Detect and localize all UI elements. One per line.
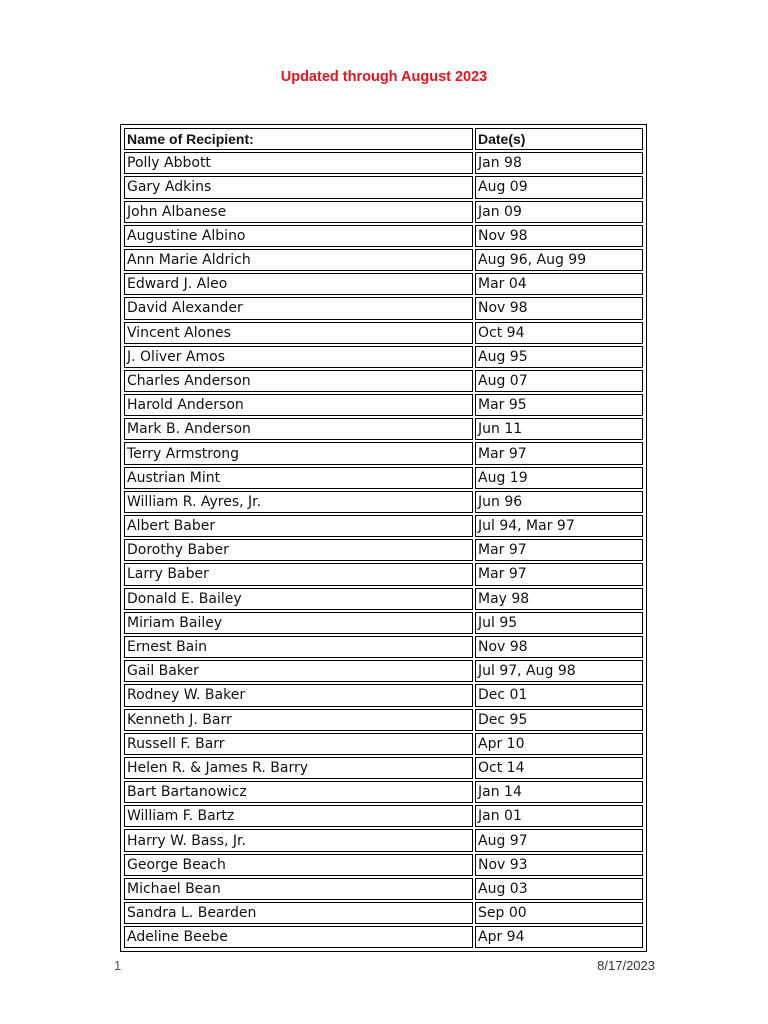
- table-row: [124, 370, 643, 392]
- table-row: [124, 781, 643, 803]
- recipient-name-cell: Donald E. Bailey: [124, 588, 473, 610]
- recipient-name-cell: Mark B. Anderson: [124, 418, 473, 440]
- table-row: [124, 467, 643, 489]
- table-row: [124, 442, 643, 464]
- recipient-name-cell: Larry Baber: [124, 563, 473, 585]
- table-row: [124, 273, 643, 295]
- table-row: [124, 588, 643, 610]
- table-row: [124, 684, 643, 706]
- recipient-name-cell: William F. Bartz: [124, 805, 473, 827]
- recipient-name-cell: Russell F. Barr: [124, 733, 473, 755]
- table-row: [124, 346, 643, 368]
- table-row: [124, 733, 643, 755]
- table-row: [124, 854, 643, 876]
- recipient-name-cell: Rodney W. Baker: [124, 684, 473, 706]
- recipient-name-cell: Albert Baber: [124, 515, 473, 537]
- page-number: 1: [114, 958, 122, 973]
- table-row: [124, 394, 643, 416]
- recipients-table-frame: [120, 124, 647, 952]
- recipient-dates-cell: Jan 01: [475, 805, 643, 827]
- table-row: [124, 515, 643, 537]
- recipient-name-cell: Edward J. Aleo: [124, 273, 473, 295]
- recipient-name-cell: Gail Baker: [124, 660, 473, 682]
- table-row: [124, 660, 643, 682]
- recipient-dates-cell: Mar 97: [475, 539, 643, 561]
- recipient-dates-cell: Jul 95: [475, 612, 643, 634]
- recipient-dates-cell: Nov 93: [475, 854, 643, 876]
- table-row: [124, 805, 643, 827]
- column-header-name: Name of Recipient:: [124, 128, 473, 150]
- table-row: [124, 418, 643, 440]
- table-row: [124, 926, 643, 948]
- table-header-row: [124, 128, 643, 150]
- recipient-dates-cell: Mar 97: [475, 563, 643, 585]
- recipient-dates-cell: Aug 96, Aug 99: [475, 249, 643, 271]
- recipient-dates-cell: Nov 98: [475, 636, 643, 658]
- column-header-dates: Date(s): [475, 128, 643, 150]
- recipient-dates-cell: Mar 97: [475, 442, 643, 464]
- recipient-dates-cell: Aug 19: [475, 467, 643, 489]
- recipient-dates-cell: Jan 14: [475, 781, 643, 803]
- recipient-dates-cell: Aug 95: [475, 346, 643, 368]
- recipient-dates-cell: Mar 04: [475, 273, 643, 295]
- recipient-name-cell: John Albanese: [124, 201, 473, 223]
- table-row: [124, 539, 643, 561]
- recipient-name-cell: Charles Anderson: [124, 370, 473, 392]
- recipient-dates-cell: Apr 10: [475, 733, 643, 755]
- recipients-table: [122, 126, 645, 950]
- table-row: [124, 152, 643, 174]
- recipient-name-cell: Vincent Alones: [124, 322, 473, 344]
- recipient-dates-cell: Aug 97: [475, 829, 643, 851]
- recipient-name-cell: Michael Bean: [124, 878, 473, 900]
- recipient-name-cell: Austrian Mint: [124, 467, 473, 489]
- table-row: [124, 297, 643, 319]
- recipient-name-cell: Augustine Albino: [124, 225, 473, 247]
- table-row: [124, 201, 643, 223]
- recipient-dates-cell: Nov 98: [475, 297, 643, 319]
- recipient-dates-cell: Aug 07: [475, 370, 643, 392]
- table-row: [124, 491, 643, 513]
- table-row: [124, 902, 643, 924]
- table-row: [124, 878, 643, 900]
- recipient-dates-cell: Nov 98: [475, 225, 643, 247]
- table-row: [124, 176, 643, 198]
- recipient-dates-cell: Oct 14: [475, 757, 643, 779]
- recipient-name-cell: William R. Ayres, Jr.: [124, 491, 473, 513]
- recipient-dates-cell: Dec 01: [475, 684, 643, 706]
- recipient-name-cell: Miriam Bailey: [124, 612, 473, 634]
- recipient-dates-cell: Jan 98: [475, 152, 643, 174]
- recipient-dates-cell: Oct 94: [475, 322, 643, 344]
- recipient-dates-cell: Aug 03: [475, 878, 643, 900]
- recipient-dates-cell: Aug 09: [475, 176, 643, 198]
- footer-date: 8/17/2023: [597, 958, 655, 973]
- recipient-dates-cell: Apr 94: [475, 926, 643, 948]
- recipient-dates-cell: Jun 96: [475, 491, 643, 513]
- recipient-dates-cell: Dec 95: [475, 709, 643, 731]
- table-row: [124, 636, 643, 658]
- recipient-name-cell: Harold Anderson: [124, 394, 473, 416]
- recipient-name-cell: J. Oliver Amos: [124, 346, 473, 368]
- recipient-name-cell: Gary Adkins: [124, 176, 473, 198]
- recipient-name-cell: David Alexander: [124, 297, 473, 319]
- table-row: [124, 829, 643, 851]
- recipient-name-cell: Ernest Bain: [124, 636, 473, 658]
- recipient-dates-cell: Sep 00: [475, 902, 643, 924]
- recipient-name-cell: Adeline Beebe: [124, 926, 473, 948]
- recipient-name-cell: Polly Abbott: [124, 152, 473, 174]
- recipient-name-cell: Bart Bartanowicz: [124, 781, 473, 803]
- table-row: [124, 612, 643, 634]
- recipient-name-cell: Sandra L. Bearden: [124, 902, 473, 924]
- recipient-name-cell: Dorothy Baber: [124, 539, 473, 561]
- recipient-name-cell: Helen R. & James R. Barry: [124, 757, 473, 779]
- recipient-name-cell: Ann Marie Aldrich: [124, 249, 473, 271]
- recipient-dates-cell: Jul 94, Mar 97: [475, 515, 643, 537]
- recipient-name-cell: Terry Armstrong: [124, 442, 473, 464]
- recipient-dates-cell: May 98: [475, 588, 643, 610]
- recipient-name-cell: George Beach: [124, 854, 473, 876]
- recipient-name-cell: Harry W. Bass, Jr.: [124, 829, 473, 851]
- table-row: [124, 563, 643, 585]
- table-row: [124, 709, 643, 731]
- page-title: Updated through August 2023: [280, 69, 488, 85]
- recipient-dates-cell: Jul 97, Aug 98: [475, 660, 643, 682]
- recipient-dates-cell: Jan 09: [475, 201, 643, 223]
- recipient-dates-cell: Jun 11: [475, 418, 643, 440]
- table-row: [124, 322, 643, 344]
- table-row: [124, 757, 643, 779]
- table-row: [124, 225, 643, 247]
- recipient-name-cell: Kenneth J. Barr: [124, 709, 473, 731]
- recipient-dates-cell: Mar 95: [475, 394, 643, 416]
- table-row: [124, 249, 643, 271]
